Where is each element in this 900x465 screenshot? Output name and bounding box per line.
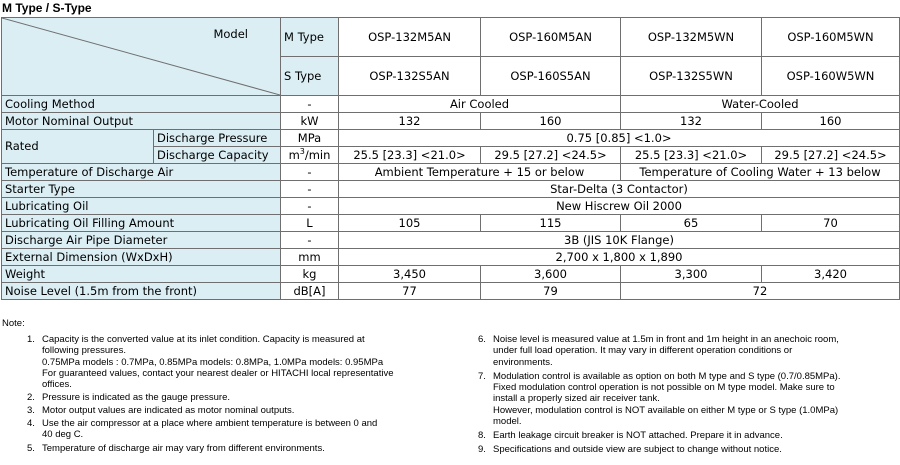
row-unit: kg (281, 266, 339, 283)
row-unit: L (281, 215, 339, 232)
cell-value: 25.5 [23.3] <21.0> (621, 147, 762, 164)
note-line: offices. (42, 379, 72, 391)
note-line: model. (493, 416, 522, 428)
cell-value: Ambient Temperature + 15 or below (339, 164, 621, 181)
note-text (42, 418, 467, 441)
notes-heading: Note: (2, 318, 25, 329)
note-line: For guaranteed values, contact your nearest dealer or HITACHI local representative (42, 367, 394, 379)
row-unit: mm (281, 249, 339, 266)
note-item (478, 371, 898, 427)
m-type-label: M Type (281, 18, 339, 57)
row-pipe-diameter (2, 232, 900, 249)
cell-value: 65 (621, 215, 762, 232)
row-label: Cooling Method (2, 96, 281, 113)
cell-value: 105 (339, 215, 481, 232)
note-line: Noise level is measured value at 1.5m in front and 1m height in an anechoic room, (493, 334, 839, 345)
row-label: External Dimension (WxDxH) (2, 249, 281, 266)
cell-value: 132 (339, 113, 481, 130)
note-number: 7. (478, 370, 486, 382)
spec-table (1, 17, 900, 300)
s-model-3: OSP-132S5WN (621, 57, 762, 96)
m-model-3: OSP-132M5WN (621, 18, 762, 57)
note-number: 4. (27, 418, 35, 430)
cell-value: 3,450 (339, 266, 481, 283)
note-text (42, 334, 467, 390)
cell-value: 0.75 [0.85] <1.0> (339, 130, 900, 147)
row-discharge-pressure (2, 130, 900, 147)
note-number: 1. (27, 334, 35, 345)
row-unit: kW (281, 113, 339, 130)
row-label: Temperature of Discharge Air (2, 164, 281, 181)
row-external-dimension (2, 249, 900, 266)
row-label: Lubricating Oil (2, 198, 281, 215)
row-motor-output (2, 113, 900, 130)
note-text (493, 371, 898, 427)
s-model-1: OSP-132S5AN (339, 57, 481, 96)
row-unit: MPa (281, 130, 339, 147)
row-label: Discharge Air Pipe Diameter (2, 232, 281, 249)
cell-value: 29.5 [27.2] <24.5> (762, 147, 900, 164)
note-line: Motor output values are indicated as motor nominal outputs. (42, 404, 295, 416)
note-item (27, 405, 467, 416)
row-weight (2, 266, 900, 283)
cell-value: 77 (339, 283, 481, 300)
model-header-cell (2, 18, 281, 96)
cell-value: 132 (621, 113, 762, 130)
s-type-label: S Type (281, 57, 339, 96)
note-item (27, 443, 467, 454)
cell-value: 29.5 [27.2] <24.5> (481, 147, 621, 164)
row-unit: - (281, 181, 339, 198)
s-model-4: OSP-160W5WN (762, 57, 900, 96)
note-line: 40 deg C. (42, 429, 84, 441)
note-text (42, 392, 467, 403)
cell-value: Air Cooled (339, 96, 621, 113)
notes-left-column (27, 334, 467, 454)
row-unit: dB[A] (281, 283, 339, 300)
note-line: environments. (493, 356, 553, 368)
row-lubricating-oil (2, 198, 900, 215)
note-line: Earth leakage circuit breaker is NOT attached. Prepare it in advance. (493, 430, 783, 442)
unit-superscript: 3 (299, 146, 305, 156)
note-number: 2. (27, 392, 35, 404)
model-label: Model (213, 27, 248, 41)
note-line: Fixed modulation control operation is not possible on M type model. Make sure to (493, 382, 835, 394)
note-item (478, 430, 898, 441)
row-oil-filling-amount (2, 215, 900, 232)
cell-value: 3,420 (762, 266, 900, 283)
row-label: Lubricating Oil Filling Amount (2, 215, 281, 232)
unit-base: m (288, 147, 300, 162)
note-line: Modulation control is available as option on both M type and S type (0.7/0.85MPa). (493, 370, 841, 382)
row-starter-type (2, 181, 900, 198)
unit-suffix: /min (304, 147, 331, 162)
note-number: 6. (478, 334, 486, 345)
cell-value: Temperature of Cooling Water + 13 below (621, 164, 900, 181)
note-line: Use the air compressor at a place where ambient temperature is between 0 and (42, 418, 378, 430)
cell-value: 160 (762, 113, 900, 130)
cell-value: 70 (762, 215, 900, 232)
cell-value: 25.5 [23.3] <21.0> (339, 147, 481, 164)
note-text (493, 334, 898, 368)
note-item (27, 334, 467, 390)
header-row-m (2, 18, 900, 57)
note-number: 3. (27, 404, 35, 416)
cell-value: 72 (621, 283, 900, 300)
note-line: under full load operation. It may vary in different operation conditions or (493, 345, 793, 357)
note-line: Temperature of discharge air may vary from different environments. (42, 442, 325, 454)
rated-label: Rated (2, 130, 154, 164)
note-number: 5. (27, 442, 35, 454)
cell-value: New Hiscrew Oil 2000 (339, 198, 900, 215)
m-model-1: OSP-132M5AN (339, 18, 481, 57)
row-label: Starter Type (2, 181, 281, 198)
row-label: Discharge Capacity (154, 147, 281, 164)
cell-value: 2,700 x 1,800 x 1,890 (339, 249, 900, 266)
note-text (493, 430, 898, 441)
note-line: install a properly sized air receiver tank. (493, 393, 660, 405)
note-item (27, 418, 467, 441)
page-title: M Type / S-Type (2, 1, 92, 15)
row-unit: - (281, 96, 339, 113)
note-text (42, 443, 467, 454)
row-label: Weight (2, 266, 281, 283)
row-cooling-method (2, 96, 900, 113)
note-text (42, 405, 467, 416)
cell-value: Star-Delta (3 Contactor) (339, 181, 900, 198)
cell-value: 115 (481, 215, 621, 232)
note-item (478, 334, 898, 368)
m-model-2: OSP-160M5AN (481, 18, 621, 57)
s-model-2: OSP-160S5AN (481, 57, 621, 96)
cell-value: 3,600 (481, 266, 621, 283)
note-line: 0.75MPa models : 0.7MPa, 0.85MPa models: 0.8MPa, 1.0MPa models: 0.95MPa (42, 356, 384, 368)
note-number: 8. (478, 430, 486, 442)
row-label: Motor Nominal Output (2, 113, 281, 130)
note-text (493, 444, 898, 455)
note-line: following pressures. (42, 345, 126, 357)
note-line: However, modulation control is NOT available on either M type or S type (1.0MPa) (493, 404, 839, 416)
cell-value: 160 (481, 113, 621, 130)
note-item (27, 392, 467, 403)
cell-value: 3,300 (621, 266, 762, 283)
notes-right-column (478, 334, 898, 455)
row-unit (281, 147, 339, 164)
m-model-4: OSP-160M5WN (762, 18, 900, 57)
note-line: Capacity is the converted value at its inlet condition. Capacity is measured at (42, 334, 365, 345)
cell-value: Water-Cooled (621, 96, 900, 113)
row-noise-level (2, 283, 900, 300)
cell-value: 3B (JIS 10K Flange) (339, 232, 900, 249)
row-unit: - (281, 198, 339, 215)
row-unit: - (281, 232, 339, 249)
row-label: Noise Level (1.5m from the front) (2, 283, 281, 300)
note-line: Pressure is indicated as the gauge pressure. (42, 392, 230, 404)
note-line: Specifications and outside view are subject to change without notice. (493, 443, 782, 455)
note-item (478, 444, 898, 455)
row-unit: - (281, 164, 339, 181)
row-discharge-temp (2, 164, 900, 181)
cell-value: 79 (481, 283, 621, 300)
row-label: Discharge Pressure (154, 130, 281, 147)
note-number: 9. (478, 443, 486, 455)
